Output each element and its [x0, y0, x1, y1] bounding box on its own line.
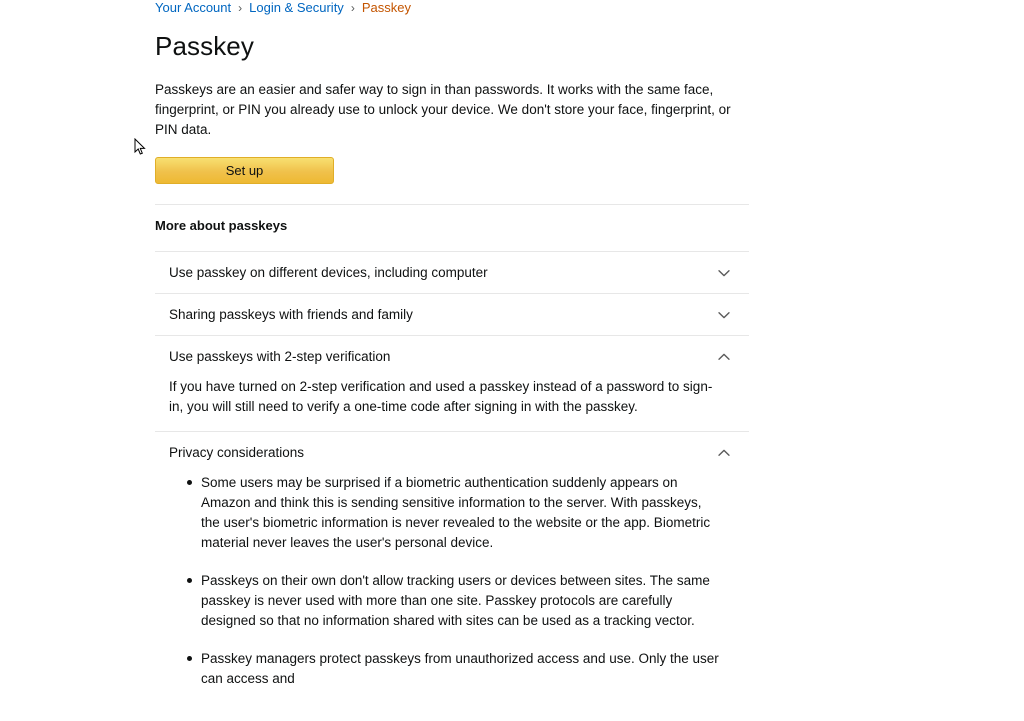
accordion-title: Privacy considerations — [169, 444, 305, 460]
accordion-header-devices[interactable] — [155, 252, 749, 293]
accordion-title: Use passkeys with 2-step verification — [169, 348, 391, 364]
more-about-passkeys-heading: More about passkeys — [155, 218, 288, 233]
accordion-body-privacy — [155, 473, 749, 721]
divider — [155, 204, 749, 205]
accordion-item-2step — [155, 335, 749, 431]
breadcrumb-item-login-security[interactable]: Login & Security — [249, 0, 344, 15]
accordion-header-2step[interactable] — [155, 336, 749, 377]
breadcrumb-separator: › — [350, 1, 355, 15]
list-item: Passkeys on their own don't allow tracking users or devices between sites. The same passkey is never used with more than one site. Passkey protocols are carefully designed so that no information shared with sites can be used as a tracking vector. — [187, 571, 719, 631]
accordion-header-privacy[interactable] — [155, 432, 749, 473]
chevron-up-icon[interactable] — [717, 350, 731, 364]
accordion-body-text: If you have turned on 2-step verification and used a passkey instead of a password to sign-in, you will still need to verify a one-time code after signing in with the passkey. — [169, 379, 713, 414]
list-item: Passkey managers protect passkeys from unauthorized access and use. Only the user can access and — [187, 649, 719, 689]
page-description: Passkeys are an easier and safer way to sign in than passwords. It works with the same face, fingerprint, or PIN you already use to unlock your device. We don't store your face, fingerprint, or PIN data. — [155, 82, 731, 137]
chevron-down-icon[interactable] — [717, 266, 731, 280]
breadcrumb-separator: › — [238, 1, 243, 15]
set-up-button[interactable]: Set up — [155, 157, 334, 184]
mouse-cursor — [134, 138, 146, 156]
accordion-item-sharing — [155, 293, 749, 335]
page-title: Passkey — [155, 31, 254, 61]
main-content — [155, 0, 749, 721]
chevron-down-icon[interactable] — [717, 308, 731, 322]
accordion-header-sharing[interactable] — [155, 294, 749, 335]
breadcrumb-item-passkey: Passkey — [361, 0, 411, 15]
chevron-up-icon[interactable] — [717, 446, 731, 460]
accordion — [155, 251, 749, 721]
accordion-item-devices — [155, 251, 749, 293]
list-item: Some users may be surprised if a biometric authentication suddenly appears on Amazon and think this is sending sensitive information to the server. With passkeys, the user's biometric information is never revealed to the website or the app. Biometric material never leaves the user's personal device. — [187, 473, 719, 553]
breadcrumb-item-your-account[interactable]: Your Account — [155, 0, 232, 15]
accordion-item-privacy — [155, 431, 749, 721]
breadcrumb — [155, 0, 749, 16]
privacy-bullet-list — [169, 473, 719, 689]
accordion-body-2step — [155, 377, 749, 431]
accordion-title: Use passkey on different devices, including computer — [169, 264, 488, 280]
accordion-title: Sharing passkeys with friends and family — [169, 306, 413, 322]
